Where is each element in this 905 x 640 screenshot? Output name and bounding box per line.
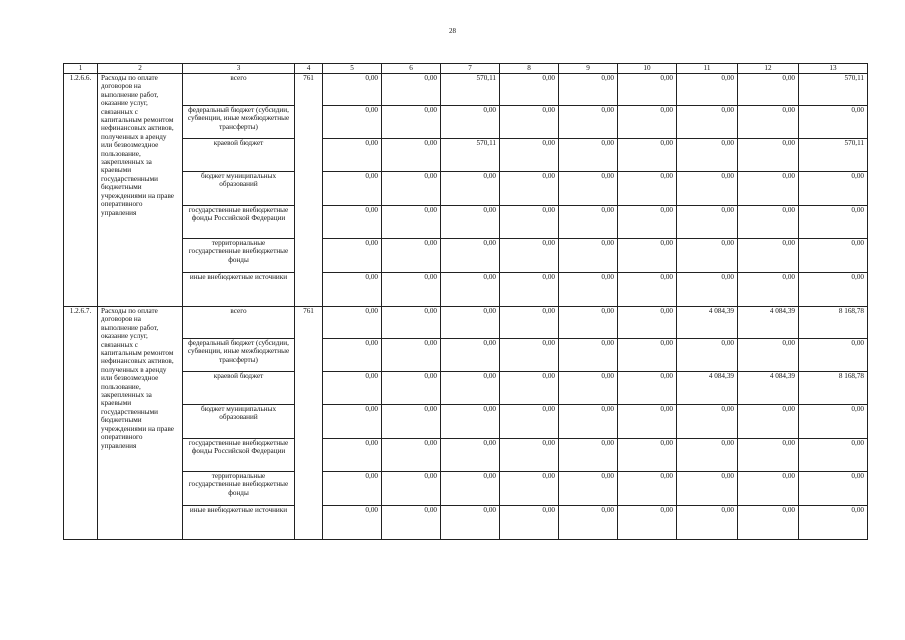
value-cell: 0,00 [500, 506, 559, 540]
value-cell: 0,00 [738, 339, 799, 372]
value-cell: 0,00 [618, 439, 677, 472]
value-cell: 0,00 [441, 339, 500, 372]
value-cell: 0,00 [441, 372, 500, 405]
value-cell: 0,00 [559, 106, 618, 139]
column-header: 6 [382, 64, 441, 74]
funding-source: бюджет муниципальных образований [183, 172, 295, 206]
value-cell: 0,00 [441, 206, 500, 239]
funding-source: федеральный бюджет (субсидии, субвенции, иные межбюджетные трансферты) [183, 339, 295, 372]
value-cell: 0,00 [323, 372, 382, 405]
value-cell: 0,00 [323, 139, 382, 172]
value-cell: 0,00 [618, 472, 677, 506]
value-cell: 0,00 [323, 239, 382, 273]
value-cell: 0,00 [559, 74, 618, 106]
value-cell: 0,00 [559, 439, 618, 472]
value-cell: 0,00 [799, 273, 868, 307]
value-cell: 0,00 [500, 206, 559, 239]
value-cell: 0,00 [799, 472, 868, 506]
value-cell: 0,00 [738, 472, 799, 506]
value-cell: 0,00 [738, 273, 799, 307]
value-cell: 0,00 [738, 139, 799, 172]
value-cell: 570,11 [441, 74, 500, 106]
value-cell: 0,00 [799, 439, 868, 472]
column-header: 7 [441, 64, 500, 74]
funding-source: краевой бюджет [183, 372, 295, 405]
value-cell: 0,00 [677, 339, 738, 372]
item-code: 1.2.6.6. [64, 74, 98, 307]
value-cell: 0,00 [382, 472, 441, 506]
value-cell: 0,00 [738, 405, 799, 439]
value-cell: 0,00 [441, 307, 500, 339]
value-cell: 0,00 [559, 506, 618, 540]
table-row [64, 74, 868, 106]
value-cell: 0,00 [441, 405, 500, 439]
value-cell: 0,00 [559, 405, 618, 439]
value-cell: 0,00 [618, 405, 677, 439]
value-cell: 0,00 [618, 106, 677, 139]
column-header: 8 [500, 64, 559, 74]
value-cell: 0,00 [500, 106, 559, 139]
table-row [64, 106, 868, 139]
table-row [64, 239, 868, 273]
column-header: 2 [98, 64, 183, 74]
value-cell: 0,00 [382, 405, 441, 439]
value-cell: 0,00 [618, 74, 677, 106]
value-cell: 570,11 [441, 139, 500, 172]
table-row [64, 372, 868, 405]
value-cell: 0,00 [677, 439, 738, 472]
value-cell: 0,00 [500, 273, 559, 307]
value-cell: 0,00 [559, 273, 618, 307]
column-header: 5 [323, 64, 382, 74]
value-cell: 0,00 [441, 506, 500, 540]
funding-source: иные внебюджетные источники [183, 506, 295, 540]
value-cell: 0,00 [738, 74, 799, 106]
value-cell: 0,00 [382, 372, 441, 405]
value-cell: 0,00 [441, 239, 500, 273]
value-cell: 0,00 [441, 172, 500, 206]
value-cell: 0,00 [441, 106, 500, 139]
value-cell: 0,00 [323, 506, 382, 540]
value-cell: 0,00 [799, 405, 868, 439]
value-cell: 0,00 [618, 172, 677, 206]
funding-source: территориальные государственные внебюджетные фонды [183, 239, 295, 273]
value-cell: 0,00 [323, 206, 382, 239]
value-cell: 0,00 [559, 307, 618, 339]
column-header: 13 [799, 64, 868, 74]
value-cell: 0,00 [559, 172, 618, 206]
value-cell: 0,00 [799, 206, 868, 239]
funding-source: краевой бюджет [183, 139, 295, 172]
item-code: 1.2.6.7. [64, 307, 98, 540]
column-header: 3 [183, 64, 295, 74]
value-cell: 0,00 [500, 405, 559, 439]
funding-source: государственные внебюджетные фонды Российской Федерации [183, 206, 295, 239]
funding-source: всего [183, 307, 295, 339]
grbs-code: 761 [295, 74, 323, 307]
table-row [64, 405, 868, 439]
table-row [64, 339, 868, 372]
column-header: 9 [559, 64, 618, 74]
value-cell: 0,00 [799, 106, 868, 139]
value-cell: 0,00 [677, 106, 738, 139]
value-cell: 0,00 [618, 139, 677, 172]
value-cell: 0,00 [323, 74, 382, 106]
column-header: 11 [677, 64, 738, 74]
value-cell: 0,00 [677, 139, 738, 172]
item-description: Расходы по оплате договоров на выполнение работ, оказание услуг, связанных с капитальным ремонтом нефинансовых активов, полученных в аренду или безвозмездное пользование, закрепленных за краевыми государственными бюджетными учреждениями на праве оперативного управления [98, 74, 183, 307]
value-cell: 0,00 [677, 472, 738, 506]
value-cell: 570,11 [799, 74, 868, 106]
value-cell: 0,00 [382, 106, 441, 139]
value-cell: 0,00 [618, 239, 677, 273]
value-cell: 0,00 [382, 239, 441, 273]
value-cell: 0,00 [500, 339, 559, 372]
table-row [64, 273, 868, 307]
funding-source: бюджет муниципальных образований [183, 405, 295, 439]
value-cell: 0,00 [738, 206, 799, 239]
table-row [64, 206, 868, 239]
column-header: 10 [618, 64, 677, 74]
value-cell: 0,00 [323, 273, 382, 307]
value-cell: 0,00 [441, 439, 500, 472]
value-cell: 0,00 [559, 472, 618, 506]
value-cell: 8 168,78 [799, 307, 868, 339]
funding-source: иные внебюджетные источники [183, 273, 295, 307]
value-cell: 0,00 [677, 206, 738, 239]
table-row [64, 439, 868, 472]
funding-source: федеральный бюджет (субсидии, субвенции, иные межбюджетные трансферты) [183, 106, 295, 139]
value-cell: 570,11 [799, 139, 868, 172]
value-cell: 0,00 [738, 239, 799, 273]
value-cell: 0,00 [618, 273, 677, 307]
budget-table [63, 63, 868, 540]
value-cell: 4 084,39 [677, 372, 738, 405]
table-row [64, 307, 868, 339]
value-cell: 0,00 [559, 372, 618, 405]
value-cell: 0,00 [323, 307, 382, 339]
value-cell: 4 084,39 [738, 372, 799, 405]
value-cell: 0,00 [382, 139, 441, 172]
value-cell: 0,00 [441, 472, 500, 506]
value-cell: 4 084,39 [738, 307, 799, 339]
value-cell: 0,00 [500, 372, 559, 405]
value-cell: 0,00 [500, 307, 559, 339]
value-cell: 0,00 [323, 405, 382, 439]
table-row [64, 472, 868, 506]
value-cell: 0,00 [323, 472, 382, 506]
value-cell: 0,00 [677, 172, 738, 206]
value-cell: 0,00 [618, 307, 677, 339]
value-cell: 0,00 [500, 439, 559, 472]
value-cell: 0,00 [677, 405, 738, 439]
value-cell: 0,00 [382, 439, 441, 472]
value-cell: 0,00 [738, 106, 799, 139]
value-cell: 0,00 [382, 172, 441, 206]
value-cell: 0,00 [500, 472, 559, 506]
value-cell: 0,00 [618, 372, 677, 405]
value-cell: 0,00 [799, 339, 868, 372]
value-cell: 0,00 [799, 172, 868, 206]
value-cell: 0,00 [382, 206, 441, 239]
page-number: 28 [449, 27, 456, 35]
value-cell: 0,00 [618, 339, 677, 372]
value-cell: 0,00 [382, 74, 441, 106]
value-cell: 0,00 [677, 239, 738, 273]
value-cell: 0,00 [738, 506, 799, 540]
value-cell: 0,00 [799, 506, 868, 540]
value-cell: 0,00 [799, 239, 868, 273]
value-cell: 0,00 [500, 74, 559, 106]
value-cell: 0,00 [677, 273, 738, 307]
column-header: 4 [295, 64, 323, 74]
value-cell: 0,00 [738, 172, 799, 206]
value-cell: 0,00 [500, 239, 559, 273]
value-cell: 0,00 [559, 339, 618, 372]
value-cell: 0,00 [618, 206, 677, 239]
value-cell: 0,00 [559, 239, 618, 273]
value-cell: 0,00 [500, 139, 559, 172]
value-cell: 0,00 [738, 439, 799, 472]
table-row [64, 139, 868, 172]
value-cell: 8 168,78 [799, 372, 868, 405]
value-cell: 0,00 [559, 206, 618, 239]
value-cell: 0,00 [323, 106, 382, 139]
value-cell: 0,00 [500, 172, 559, 206]
value-cell: 0,00 [441, 273, 500, 307]
value-cell: 0,00 [382, 506, 441, 540]
funding-source: территориальные государственные внебюджетные фонды [183, 472, 295, 506]
table-row [64, 172, 868, 206]
value-cell: 0,00 [323, 172, 382, 206]
value-cell: 0,00 [677, 74, 738, 106]
grbs-code: 761 [295, 307, 323, 540]
column-header: 1 [64, 64, 98, 74]
funding-source: государственные внебюджетные фонды Российской Федерации [183, 439, 295, 472]
value-cell: 0,00 [382, 307, 441, 339]
header-row [64, 64, 868, 74]
value-cell: 0,00 [382, 273, 441, 307]
value-cell: 4 084,39 [677, 307, 738, 339]
value-cell: 0,00 [618, 506, 677, 540]
value-cell: 0,00 [323, 439, 382, 472]
value-cell: 0,00 [382, 339, 441, 372]
item-description: Расходы по оплате договоров на выполнение работ, оказание услуг, связанных с капитальным ремонтом нефинансовых активов, полученных в аренду или безвозмездное пользование, закрепленных за краевыми государственными бюджетными учреждениями на праве оперативного управления [98, 307, 183, 540]
value-cell: 0,00 [559, 139, 618, 172]
funding-source: всего [183, 74, 295, 106]
column-header: 12 [738, 64, 799, 74]
value-cell: 0,00 [323, 339, 382, 372]
table-row [64, 506, 868, 540]
value-cell: 0,00 [677, 506, 738, 540]
